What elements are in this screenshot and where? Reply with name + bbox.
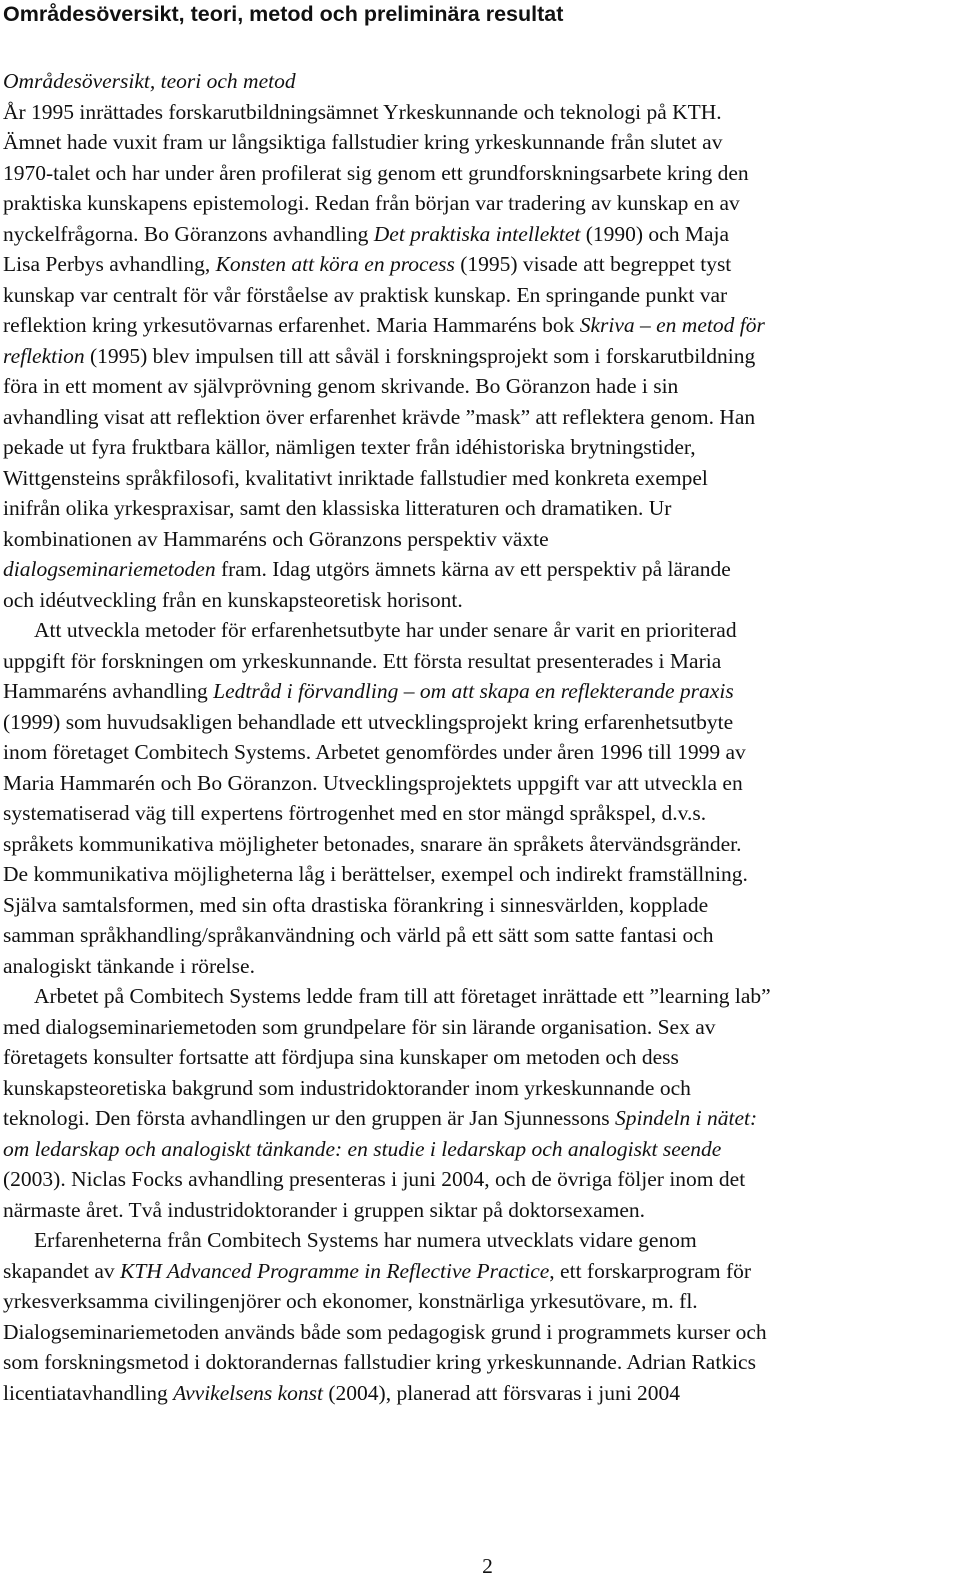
text-line	[3, 249, 958, 280]
text-line	[3, 158, 958, 189]
text-span: föra in ett moment av självprövning genom skrivande. Bo Göranzon hade i sin	[3, 374, 679, 398]
text-line	[3, 310, 958, 341]
text-span: uppgift för forskningen om yrkeskunnande. Ett första resultat presenterades i Maria	[3, 648, 722, 673]
text-span: , ett forskarprogram för	[549, 1258, 752, 1283]
text-line	[3, 920, 958, 951]
text-span: samman språkhandling/språkanvändning och värld på ett sätt som satte fantasi och	[3, 923, 714, 947]
text-line	[3, 981, 958, 1012]
italic-text-span: Spindeln i nätet:	[615, 1106, 758, 1130]
text-span: 1970-talet och har under åren profilerat sig genom ett grundforskningsarbete kring den	[3, 160, 749, 185]
text-span: kombinationen av Hammaréns och Göranzons perspektiv växte	[3, 526, 549, 551]
text-line	[3, 676, 958, 707]
text-span: Dialogseminariemetoden används både som pedagogisk grund i programmets kurser och	[3, 1319, 767, 1344]
text-line	[3, 859, 958, 890]
text-line	[3, 1164, 958, 1195]
italic-text-span: Avvikelsens konst	[173, 1380, 324, 1405]
text-line	[3, 707, 958, 738]
text-line	[3, 493, 958, 524]
text-line	[3, 890, 958, 921]
text-line	[3, 524, 958, 555]
italic-text-span: Skriva – en metod för	[579, 313, 765, 337]
text-span: Själva samtalsformen, med sin ofta drastiska förankring i sinnesvärlden, kopplade	[3, 892, 709, 917]
text-span: kunskapsteoretiska bakgrund som industridoktorander inom yrkeskunnande och	[3, 1075, 691, 1100]
text-span: Att utveckla metoder för erfarenhetsutbyte har under senare år varit en prioriterad	[34, 618, 737, 642]
text-line	[3, 127, 958, 158]
text-line	[3, 402, 958, 433]
text-span: Hammaréns avhandling	[3, 679, 214, 703]
text-span: År 1995 inrättades forskarutbildningsämnet Yrkeskunnande och teknologi på KTH.	[3, 99, 722, 124]
text-span: praktiska kunskapens epistemologi. Redan från början var tradering av kunskap en av	[3, 191, 740, 215]
text-line	[3, 432, 958, 463]
text-line	[3, 646, 958, 677]
italic-text-span: om ledarskap och analogiskt tänkande: en studie i ledarskap och analogiskt seende	[3, 1136, 722, 1161]
italic-text-span: Ledtråd i förvandling – om att skapa en reflekterande praxis	[213, 679, 734, 703]
text-span: pekade ut fyra fruktbara källor, nämligen texter från idéhistoriska brytningstider,	[3, 435, 696, 459]
text-span: Erfarenheterna från Combitech Systems har numera utvecklats vidare genom	[34, 1228, 697, 1252]
text-span: reflektion kring yrkesutövarnas erfarenhet. Maria Hammaréns bok	[3, 313, 580, 337]
text-span: (1999) som huvudsakligen behandlade ett utvecklingsprojekt kring erfarenhetsutbyte	[3, 709, 734, 734]
text-line	[3, 951, 958, 982]
text-span: företagets konsulter fortsatte att fördjupa sina kunskaper om metoden och dess	[3, 1045, 679, 1069]
text-line	[3, 1378, 958, 1409]
text-line	[3, 1347, 958, 1378]
italic-text-span: Områdesöversikt, teori och metod	[3, 69, 296, 93]
text-line	[3, 1317, 958, 1348]
text-span: De kommunikativa möjligheterna låg i berättelser, exempel och indirekt framställning.	[3, 862, 748, 886]
text-span: kunskap var centralt för vår förståelse av praktisk kunskap. En springande punkt var	[3, 282, 728, 307]
text-span: teknologi. Den första avhandlingen ur den gruppen är Jan Sjunnessons	[3, 1106, 616, 1130]
text-span: med dialogseminariemetoden som grundpelare för sin lärande organisation. Sex av	[3, 1014, 716, 1039]
text-line	[3, 463, 958, 494]
text-span: licentiatavhandling	[3, 1380, 174, 1405]
text-line	[3, 97, 958, 128]
italic-text-span: KTH Advanced Programme in Reflective Practice	[120, 1258, 550, 1283]
text-span: nyckelfrågorna. Bo Göranzons avhandling	[3, 221, 374, 246]
italic-text-span: dialogseminariemetoden	[3, 557, 216, 581]
text-span: Maria Hammarén och Bo Göranzon. Utvecklingsprojektets uppgift var att utveckla en	[3, 770, 743, 795]
text-line	[3, 1073, 958, 1104]
text-line	[3, 1286, 958, 1317]
text-line	[3, 280, 958, 311]
text-line	[3, 615, 958, 646]
text-line	[3, 188, 958, 219]
text-line	[3, 585, 958, 616]
text-line	[3, 1134, 958, 1165]
text-line	[3, 1012, 958, 1043]
text-line	[3, 554, 958, 585]
text-line	[3, 829, 958, 860]
text-span: inom företaget Combitech Systems. Arbetet genomfördes under åren 1996 till 1999 av	[3, 740, 746, 764]
text-line	[3, 1103, 958, 1134]
text-span: och idéutveckling från en kunskapsteoretisk horisont.	[3, 587, 463, 612]
italic-text-span: reflektion	[3, 343, 85, 368]
text-line	[3, 768, 958, 799]
text-span: analogiskt tänkande i rörelse.	[3, 953, 255, 978]
text-span: systematiserad väg till expertens förtrogenhet med en stor mängd språkspel, d.v.s.	[3, 801, 707, 825]
text-span: fram. Idag utgörs ämnets kärna av ett perspektiv på lärande	[215, 557, 731, 581]
text-line	[3, 1225, 958, 1256]
text-span: inifrån olika yrkespraxisar, samt den klassiska litteraturen och dramatiken. Ur	[3, 496, 672, 520]
italic-text-span: Konsten att köra en process	[215, 252, 455, 276]
text-line	[3, 1256, 958, 1287]
text-span: Arbetet på Combitech Systems ledde fram till att företaget inrättade ett ”learning lab”	[34, 984, 771, 1008]
text-span: Ämnet hade vuxit fram ur långsiktiga fallstudier kring yrkeskunnande från slutet av	[3, 130, 723, 154]
text-line	[3, 1195, 958, 1226]
text-span: (1990) och Maja	[580, 221, 730, 246]
text-line	[3, 219, 958, 250]
text-span: (1995) visade att begreppet tyst	[454, 252, 732, 276]
text-line	[3, 737, 958, 768]
text-span: (1995) blev impulsen till att såväl i forskningsprojekt som i forskarutbildning	[84, 343, 756, 368]
text-span: (2003). Niclas Focks avhandling presenteras i juni 2004, och de övriga följer inom det	[3, 1167, 746, 1191]
page-number: 2	[482, 1554, 493, 1578]
text-span: språkets kommunikativa möjligheter betonades, snarare än språkets återvändsgränder.	[3, 831, 742, 856]
body-text	[3, 66, 958, 1408]
text-span: Wittgensteins språkfilosofi, kvalitativt inriktade fallstudier med konkreta exempel	[3, 465, 708, 490]
text-span: yrkesverksamma civilingenjörer och ekonomer, konstnärliga yrkesutövare, m. fl.	[3, 1289, 698, 1313]
text-line	[3, 371, 958, 402]
text-line	[3, 798, 958, 829]
text-span: skapandet av	[3, 1258, 121, 1283]
italic-text-span: Det praktiska intellektet	[373, 221, 581, 246]
text-line	[3, 341, 958, 372]
text-span: som forskningsmetod i doktorandernas fallstudier kring yrkeskunnande. Adrian Ratkics	[3, 1350, 756, 1374]
text-span: avhandling visat att reflektion över erfarenhet krävde ”mask” att reflektera genom. Han	[3, 404, 756, 429]
text-line	[3, 66, 958, 97]
text-line	[3, 1042, 958, 1073]
text-span: Lisa Perbys avhandling,	[3, 252, 216, 276]
text-span: närmaste året. Två industridoktorander i gruppen siktar på doktorsexamen.	[3, 1197, 646, 1222]
section-heading: Områdesöversikt, teori, metod och preliminära resultat	[3, 2, 564, 26]
text-span: (2004), planerad att försvaras i juni 2004	[323, 1380, 681, 1405]
